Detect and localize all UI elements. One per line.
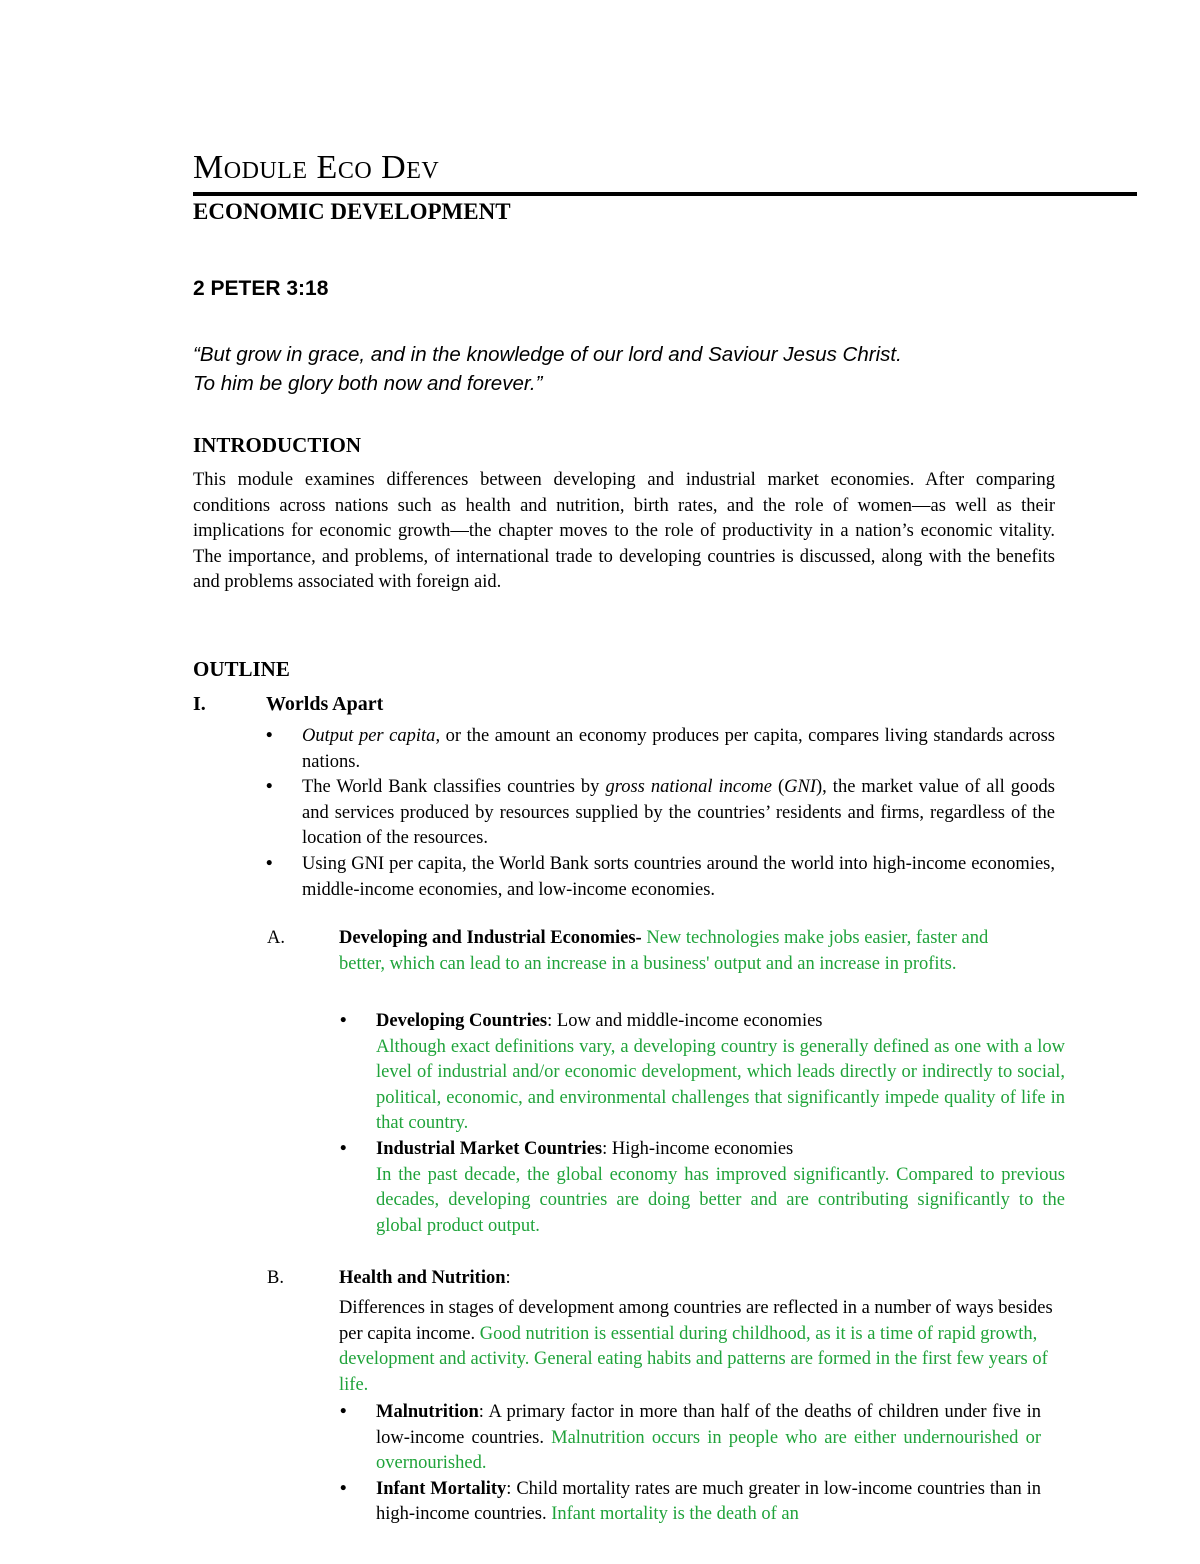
item-text: The World Bank classifies countries by (302, 777, 606, 798)
annotation-text: Infant mortality is the death of an (546, 1504, 799, 1525)
list-item (340, 1137, 1065, 1239)
bullet-icon: • (266, 777, 273, 798)
term-text: Malnutrition (376, 1402, 479, 1422)
item-text: Differences in stages of development among countries are reflected in a number of ways besides per capita income. (339, 1298, 1053, 1344)
verse-line-2: To him be glory both now and forever.” (193, 372, 543, 395)
term-text: Output per capita (302, 726, 436, 746)
annotation-text: Good nutrition is essential during childhood, as it is a time of rapid growth, development and activity. General eating habits and patterns are formed in the first few years of life. (339, 1323, 1048, 1395)
section-numeral: I. (193, 693, 206, 715)
verse-quote (193, 340, 902, 398)
item-text: : Child mortality rates are much greater in low-income countries than in high-income countries. (376, 1478, 1042, 1525)
item-text: ( (771, 777, 785, 798)
subsection-a (339, 926, 1029, 977)
bullet-icon: • (340, 1478, 347, 1499)
subsection-letter: A. (267, 928, 285, 948)
item-text: ), the market value of all goods and services produced by resources supplied by the countries’ residents and firms, regardless of the location of the resources. (302, 777, 1055, 849)
annotation-text: In the past decade, the global economy has improved significantly. Compared to previous decades, developing countries are doing better and are contributing significantly to the global product output. (376, 1164, 1065, 1236)
subsection-letter: B. (267, 1268, 284, 1288)
list-item (340, 1009, 1065, 1137)
introduction-paragraph: This module examines differences between developing and industrial market economies. After comparing conditions across nations such as health and nutrition, birth rates, and the role of women—as well as their implications for economic growth—the chapter moves to the role of productivity in a nation’s economic vitality. The importance, and problems, of international trade to developing countries is discussed, along with the benefits and problems associated with foreign aid. (193, 470, 1055, 593)
list-item (340, 1477, 1042, 1528)
annotation-text: Although exact definitions vary, a developing country is generally defined as one with a low level of industrial and/or economic development, which leads directly or indirectly to social, political, economic, and environmental challenges that significantly impede quality of life in that country. (376, 1036, 1065, 1134)
section-title: Worlds Apart (266, 693, 384, 715)
subsection-b-bullet-list (340, 1400, 1042, 1528)
verse-line-1: “But grow in grace, and in the knowledge of our lord and Saviour Jesus Christ. (193, 343, 902, 366)
subsection-b-title (339, 1266, 1059, 1292)
item-text: : Low and middle-income economies (547, 1011, 823, 1031)
subsection-title: Developing and Industrial Economies- (339, 928, 642, 948)
term-text: gross national income (605, 777, 772, 798)
list-item (266, 852, 1055, 903)
list-item (266, 724, 1055, 775)
bullet-icon: • (266, 726, 273, 746)
term-abbreviation: GNI (784, 777, 817, 798)
term-text: Developing Countries (376, 1011, 548, 1031)
bullet-icon: • (340, 1138, 347, 1159)
bullet-icon: • (340, 1402, 347, 1422)
list-item (340, 1400, 1041, 1477)
introduction-heading: INTRODUCTION (193, 433, 362, 457)
module-title: Module Eco Dev (193, 149, 440, 186)
item-text: : (505, 1268, 511, 1288)
verse-reference: 2 PETER 3:18 (193, 277, 329, 300)
term-text: Infant Mortality (376, 1478, 507, 1499)
annotation-text: Malnutrition occurs in people who are either undernourished or overnourished. (376, 1427, 1041, 1474)
item-text: : A primary factor in more than half of the deaths of children under five in low-income countries. (376, 1402, 1041, 1448)
list-item (266, 775, 1055, 852)
title-rule (193, 192, 1137, 196)
bullet-icon: • (340, 1011, 347, 1031)
item-text: Using GNI per capita, the World Bank sorts countries around the world into high-income economies, middle-income economies, and low-income economies. (302, 853, 1055, 900)
term-text: Industrial Market Countries (376, 1138, 603, 1159)
section-bullet-list (266, 724, 1055, 903)
subsection-a-bullet-list (340, 1009, 1065, 1239)
subsection-title: Health and Nutrition (339, 1268, 506, 1288)
item-text: , or the amount an economy produces per capita, compares living standards across nations. (302, 726, 1055, 772)
item-text: : High-income economies (602, 1138, 794, 1159)
subsection-b-paragraph (339, 1296, 1054, 1398)
bullet-icon: • (266, 853, 273, 874)
outline-heading: OUTLINE (193, 657, 290, 681)
document-subtitle: ECONOMIC DEVELOPMENT (193, 199, 511, 224)
annotation-text: New technologies make jobs easier, faster and better, which can lead to an increase in a business' output and an increase in profits. (339, 928, 989, 974)
